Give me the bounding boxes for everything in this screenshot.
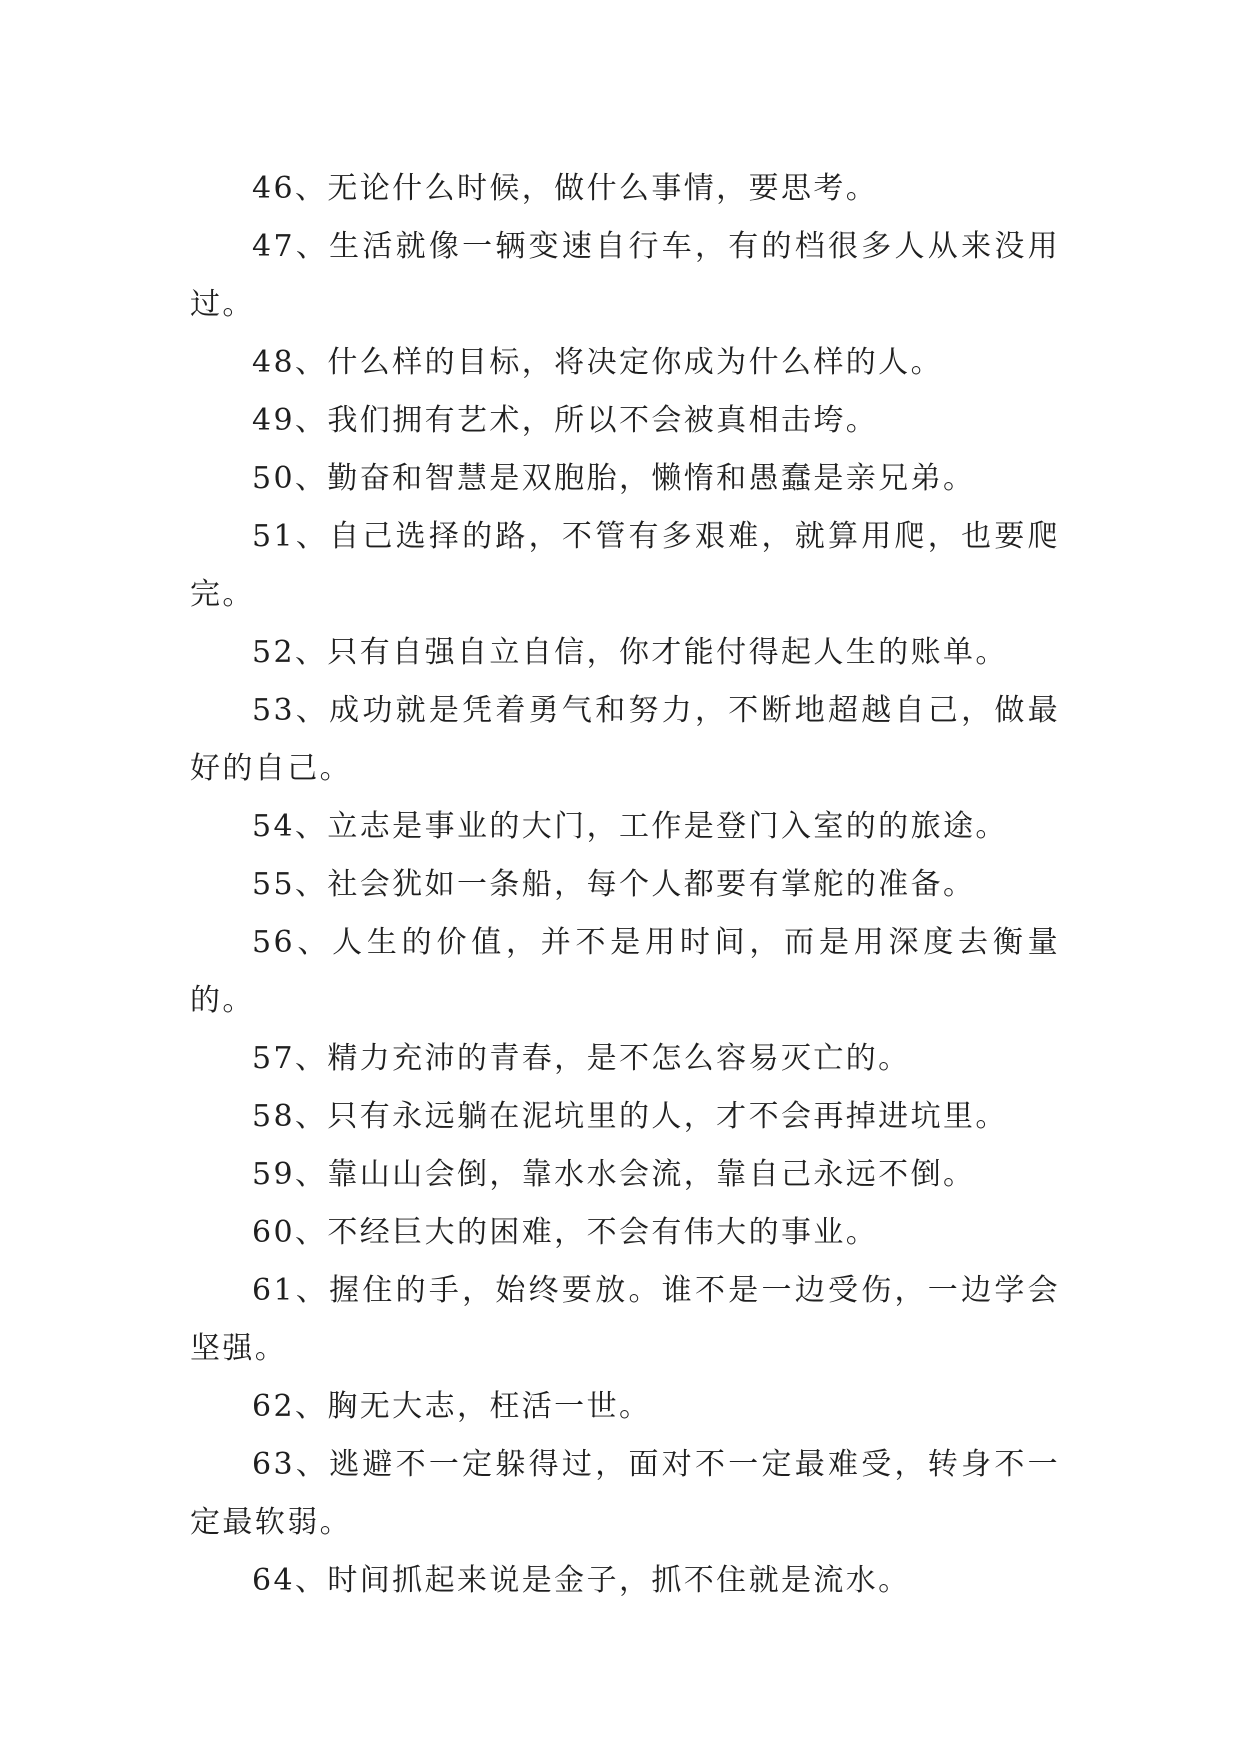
quote-item-49: 49、我们拥有艺术，所以不会被真相击垮。	[252, 403, 879, 438]
quote-item-56: 56、人生的价值，并不是用时间，而是用深度去衡量的。	[190, 925, 1060, 1018]
quote-item-51: 51、自己选择的路，不管有多艰难，就算用爬，也要爬完。	[190, 519, 1060, 612]
quote-item-58: 58、只有永远躺在泥坑里的人，才不会再掉进坑里。	[252, 1099, 1008, 1134]
quote-item-53: 53、成功就是凭着勇气和努力，不断地超越自己，做最好的自己。	[190, 693, 1060, 786]
quote-item-59: 59、靠山山会倒，靠水水会流，靠自己永远不倒。	[252, 1157, 976, 1192]
quote-item-54: 54、立志是事业的大门，工作是登门入室的的旅途。	[252, 809, 1008, 844]
quote-item-61: 61、握住的手，始终要放。谁不是一边受伤，一边学会坚强。	[190, 1273, 1060, 1366]
quote-item-64: 64、时间抓起来说是金子，抓不住就是流水。	[252, 1563, 911, 1598]
quote-item-47: 47、生活就像一辆变速自行车，有的档很多人从来没用过。	[190, 229, 1060, 322]
quote-item-52: 52、只有自强自立自信，你才能付得起人生的账单。	[252, 635, 1008, 670]
quote-item-55: 55、社会犹如一条船，每个人都要有掌舵的准备。	[252, 867, 976, 902]
quote-item-50: 50、勤奋和智慧是双胞胎，懒惰和愚蠢是亲兄弟。	[252, 461, 976, 496]
quote-item-48: 48、什么样的目标，将决定你成为什么样的人。	[252, 345, 943, 380]
quote-item-46: 46、无论什么时候，做什么事情，要思考。	[252, 171, 879, 206]
quote-item-60: 60、不经巨大的困难，不会有伟大的事业。	[252, 1215, 879, 1250]
quote-list	[190, 160, 1060, 1610]
quote-item-62: 62、胸无大志，枉活一世。	[252, 1389, 652, 1424]
quote-item-57: 57、精力充沛的青春，是不怎么容易灭亡的。	[252, 1041, 911, 1076]
quote-item-63: 63、逃避不一定躲得过，面对不一定最难受，转身不一定最软弱。	[190, 1447, 1060, 1540]
